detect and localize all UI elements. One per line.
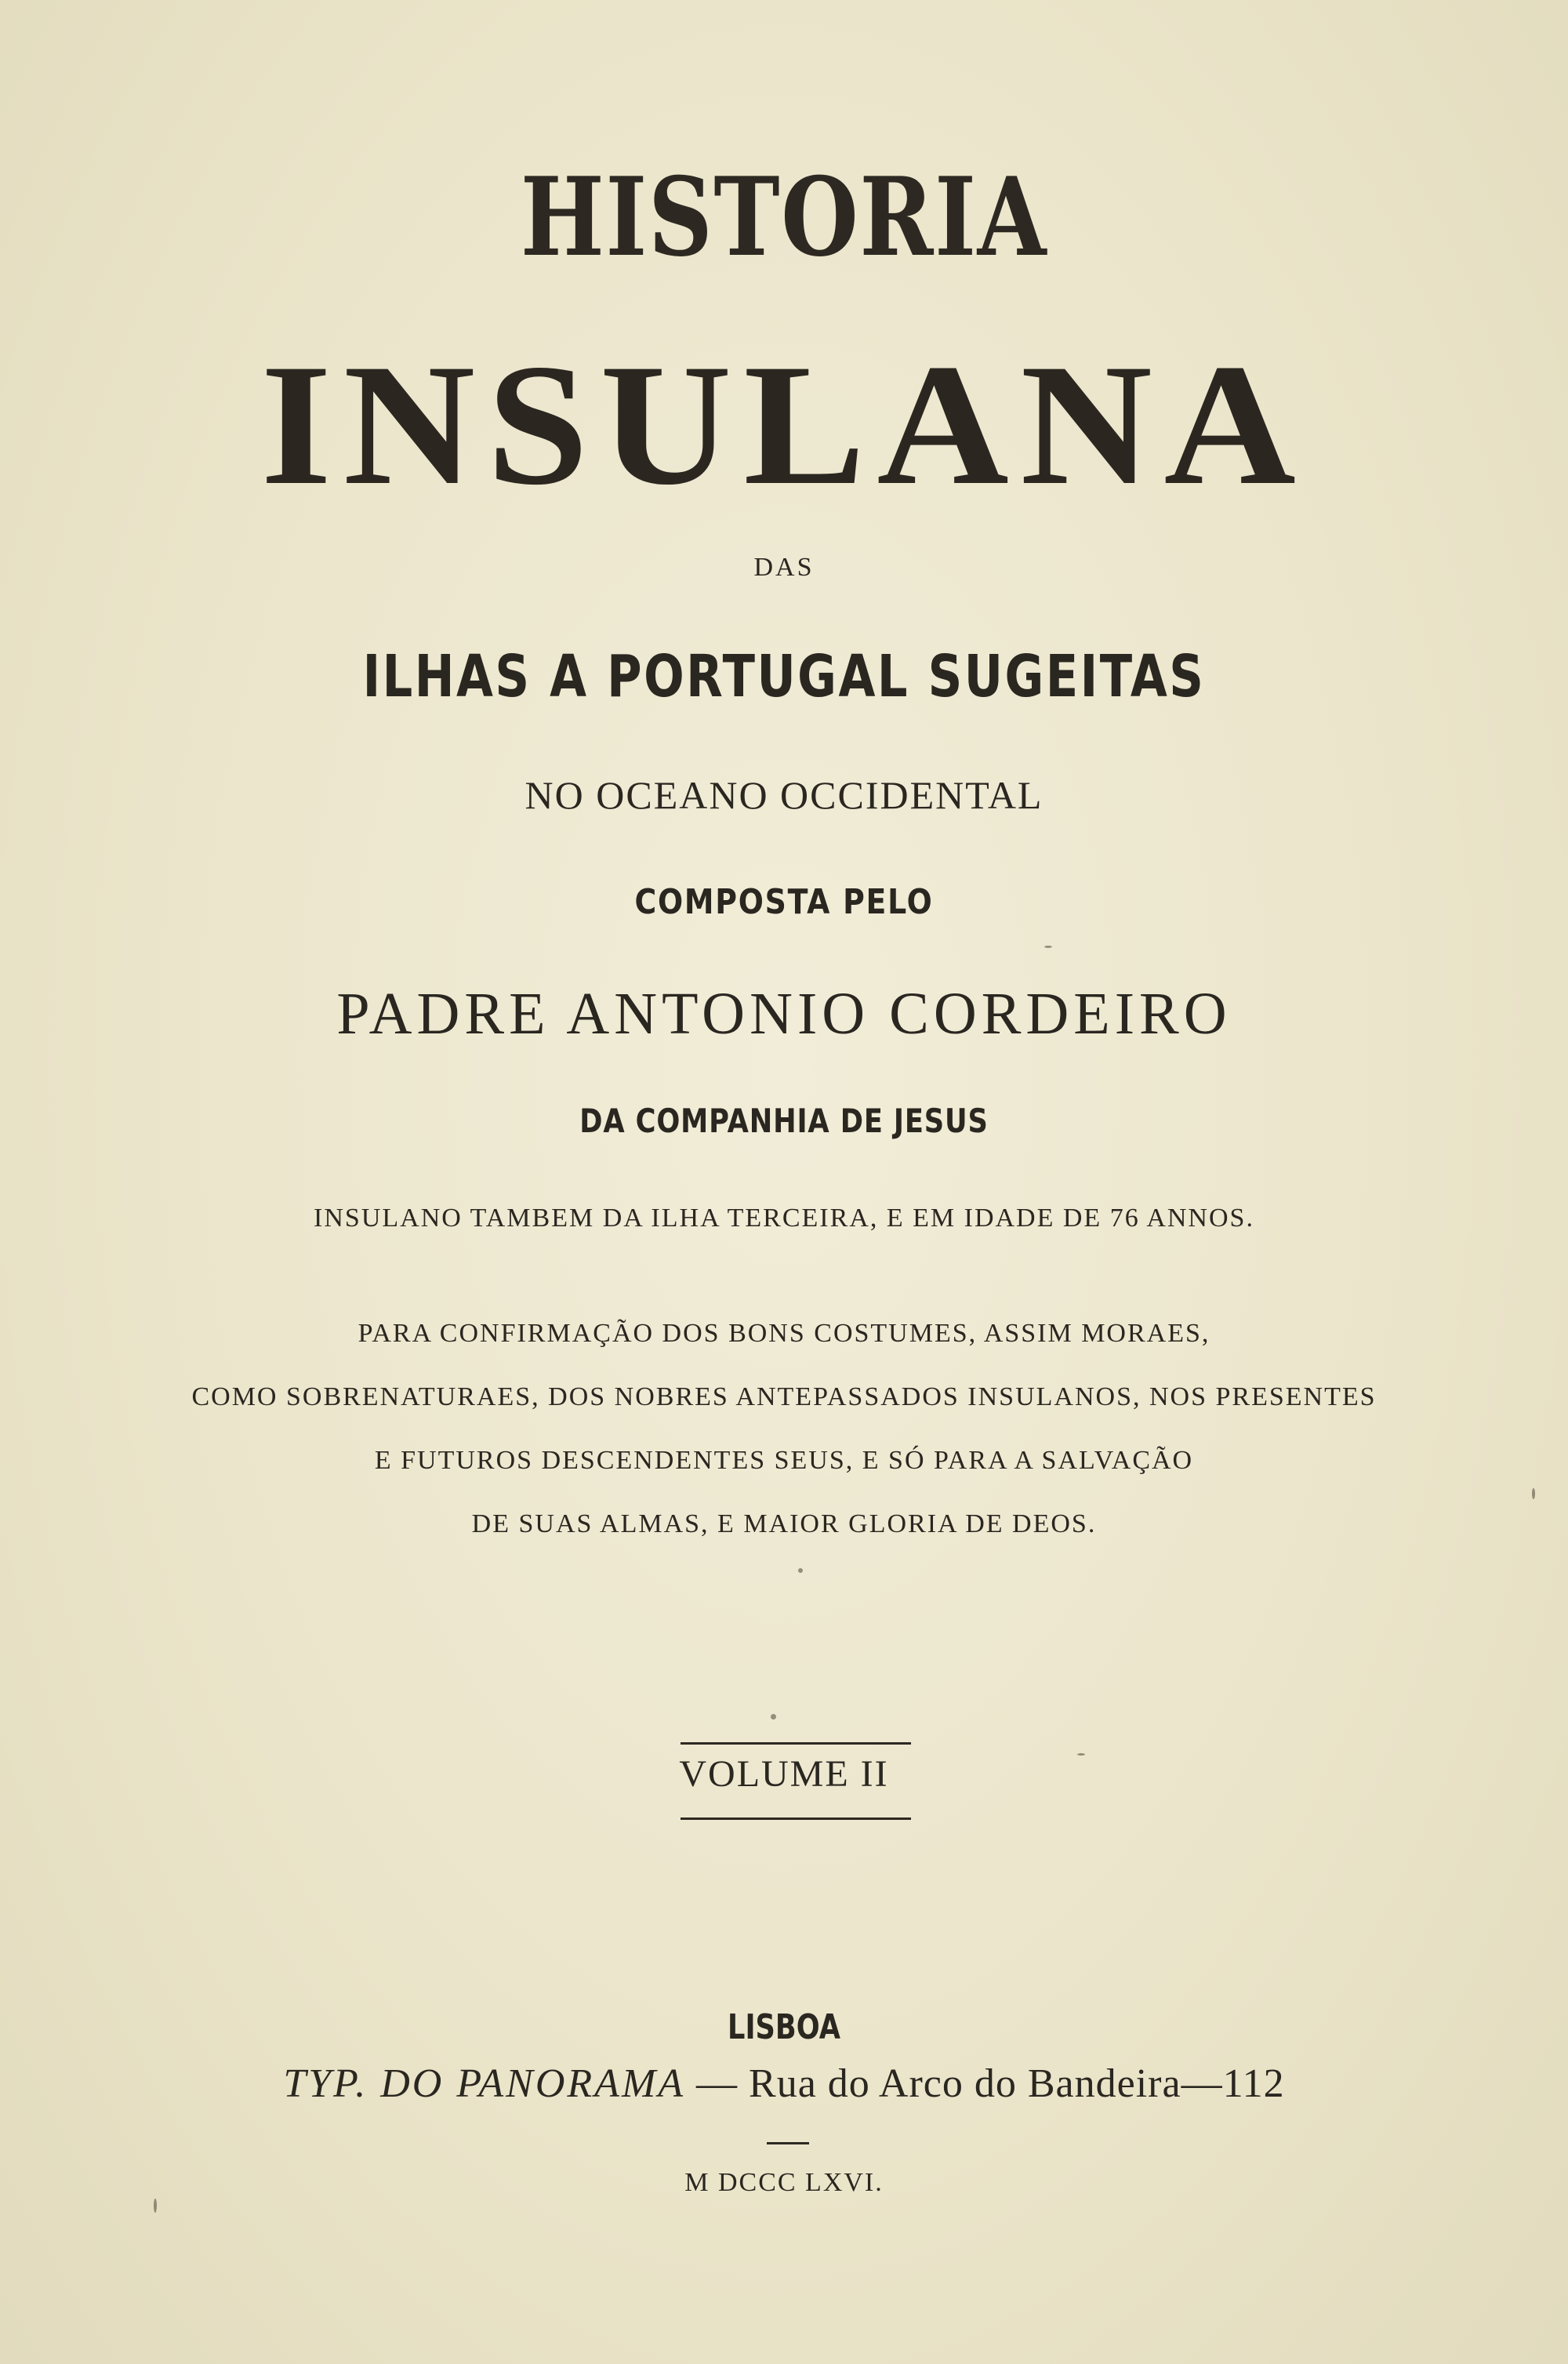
volume-rule-top: [681, 1742, 911, 1745]
composed-by: COMPOSTA PELO: [634, 882, 934, 922]
volume-label: VOLUME II: [679, 1753, 889, 1795]
paper-speck: [1532, 1488, 1535, 1499]
paper-speck: [154, 2199, 157, 2213]
dedication-line: COMO SOBRENATURAES, DOS NOBRES ANTEPASSADOS INSULANOS, NOS PRESENTES: [191, 1382, 1377, 1411]
location-line: NO OCEANO OCCIDENTAL: [524, 773, 1044, 817]
paper-speck: [1044, 946, 1052, 948]
subtitle: ILHAS A PORTUGAL SUGEITAS: [362, 643, 1206, 710]
dedication-line: DE SUAS ALMAS, E MAIOR GLORIA DE DEOS.: [471, 1509, 1097, 1538]
printer-name: TYP. DO PANORAMA: [283, 2061, 686, 2106]
title-line-2: INSULANA: [260, 329, 1308, 521]
volume-rule-bottom: [681, 1817, 911, 1820]
paper-speck: [798, 1568, 803, 1573]
imprint-printer: [0, 2061, 1568, 2107]
title-line-1: HISTORIA: [520, 153, 1048, 281]
dedication-paragraph: [125, 1302, 1443, 1556]
author-name: PADRE ANTONIO CORDEIRO: [336, 981, 1232, 1047]
title-connector: DAS: [753, 553, 815, 582]
imprint-rule: [767, 2142, 809, 2144]
paper-speck: [771, 1714, 776, 1719]
dedication-line: E FUTUROS DESCENDENTES SEUS, E SÓ PARA A SALVAÇÃO: [374, 1446, 1194, 1475]
dedication-line: PARA CONFIRMAÇÃO DOS BONS COSTUMES, ASSIM MORAES,: [358, 1319, 1210, 1348]
imprint-city: LISBOA: [728, 2007, 840, 2047]
author-note: INSULANO TAMBEM DA ILHA TERCEIRA, E EM IDADE DE 76 ANNOS.: [314, 1204, 1254, 1233]
imprint-year: M DCCC LXVI.: [684, 2168, 884, 2197]
printer-address: — Rua do Arco do Bandeira—112: [685, 2061, 1285, 2106]
religious-order: DA COMPANHIA DE JESUS: [579, 1102, 989, 1140]
